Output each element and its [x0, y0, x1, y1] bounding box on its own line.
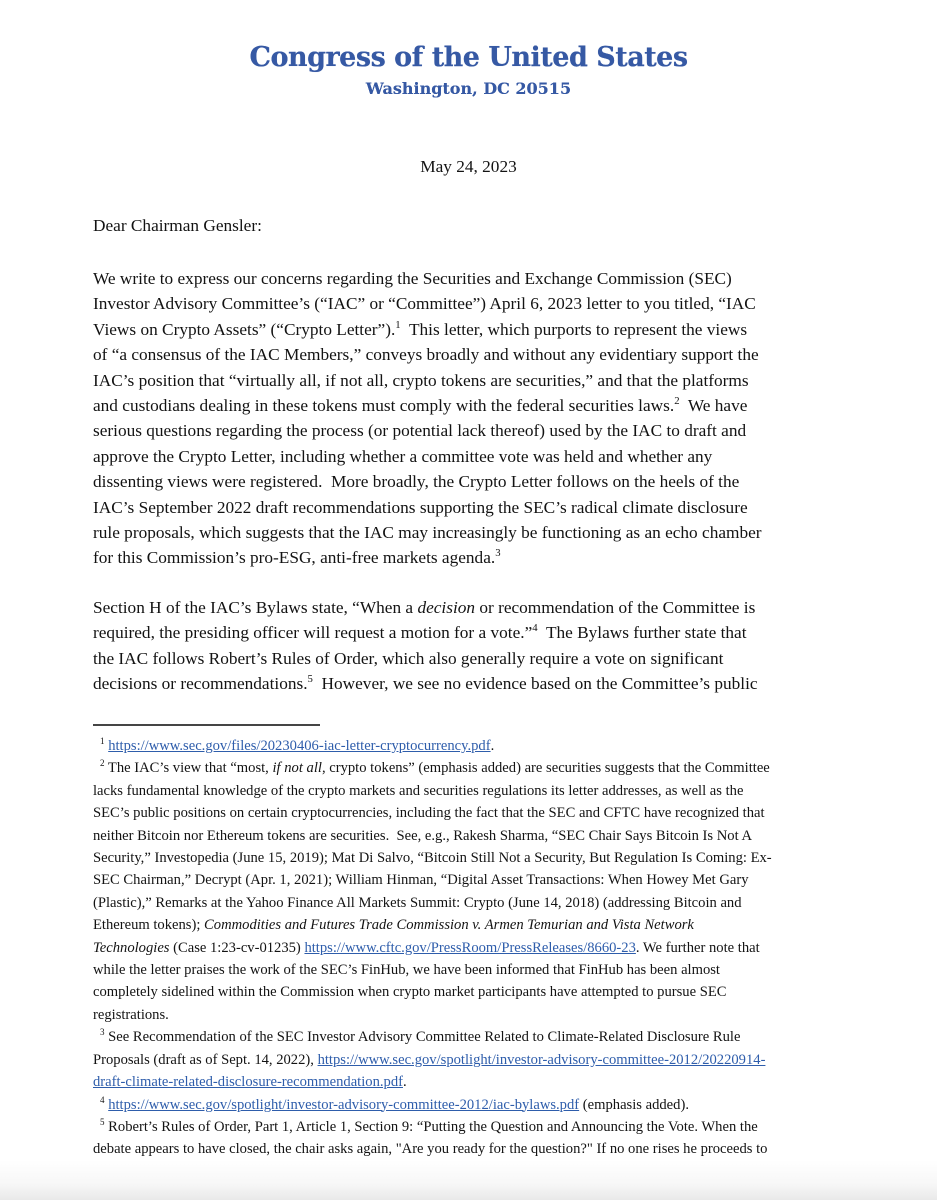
text-line: required, the presiding officer will request a motion for a vote.”$^4$ The Bylaws further state that: [93, 622, 747, 643]
date-line: May 24, 2023: [420, 157, 517, 176]
text-line: approve the Crypto Letter, including whether a committee vote was held and whether any: [93, 446, 713, 466]
footnote: [93, 1094, 855, 1116]
footnote-marker: 5: [307, 673, 313, 686]
text-line: and custodians dealing in these tokens must comply with the federal securities laws.$^2$ We have: [93, 395, 748, 416]
text-line: Views on Crypto Assets” (“Crypto Letter”).$^1$ This letter, which purports to represent the views: [93, 319, 748, 339]
text-line: IAC’s position that “virtually all, if not all, crypto tokens are securities,” and that the platforms: [93, 370, 749, 390]
footnotes-section: [93, 735, 855, 1161]
text-line: Proposals (draft as of Sept. 14, 2022), https://www.sec.gov/spotlight/investor-advisory-committee-2012/20220914-: [93, 1051, 766, 1068]
footnote-marker: 3: [100, 1027, 105, 1038]
body-paragraph: [93, 595, 853, 697]
footnote-marker: 5: [100, 1117, 105, 1128]
hyperlink[interactable]: https://www.sec.gov/spotlight/investor-advisory-committee-2012/20220914-: [317, 1051, 766, 1068]
hyperlink[interactable]: https://www.cftc.gov/PressRoom/PressReleases/8660-23: [304, 939, 636, 956]
text-line: rule proposals, which suggests that the IAC may increasingly be functioning as an echo chamber: [93, 523, 762, 543]
salutation: Dear Chairman Gensler:: [93, 216, 262, 235]
text-line: serious questions regarding the process (or potential lack thereof) used by the IAC to draft and: [93, 421, 747, 441]
text-line: $^1$ https://www.sec.gov/files/20230406-iac-letter-cryptocurrency.pdf.: [100, 736, 495, 754]
text-line: Technologies (Case 1:23-cv-01235) https://www.cftc.gov/PressRoom/PressReleases/8660-23. We further note that: [93, 939, 760, 956]
page-bottom-shade: [0, 1160, 937, 1200]
footnote-marker: 2: [100, 758, 105, 769]
text-line: Security,” Investopedia (June 15, 2019); Mat Di Salvo, “Bitcoin Still Not a Security, But Regulation Is Coming: Ex-: [93, 850, 772, 867]
text-line: decisions or recommendations.$^5$ However, we see no evidence based on the Committee’s public: [93, 673, 758, 694]
text-line: (Plastic),” Remarks at the Yahoo Finance All Markets Summit: Crypto (June 14, 2018) (addressing Bitcoin and: [93, 894, 742, 911]
text-line: IAC’s September 2022 draft recommendations supporting the SEC’s radical climate disclosure: [93, 497, 748, 517]
text-line: dissenting views were registered. More broadly, the Crypto Letter follows on the heels of the: [93, 472, 740, 492]
body-paragraph: [93, 266, 853, 571]
text-line: Section H of the IAC’s Bylaws state, “When a decision or recommendation of the Committee is: [93, 598, 756, 617]
footnote-marker: 1: [100, 736, 105, 747]
text-line: SEC’s public positions on certain cryptocurrencies, including the fact that the SEC and CFTC have recognized that: [93, 805, 765, 822]
letterhead: [0, 42, 937, 100]
footnote-marker: 4: [532, 622, 538, 635]
text-line: debate appears to have closed, the chair asks again, "Are you ready for the question?" If no one rises he proceeds to: [93, 1141, 768, 1158]
text-line: $^2$ The IAC’s view that “most, if not all, crypto tokens” (emphasis added) are securities suggests that the Committee: [100, 758, 770, 777]
text-line: $^5$ Robert’s Rules of Order, Part 1, Article 1, Section 9: “Putting the Question and Announcing the Vote. When the: [100, 1117, 758, 1135]
text-line: draft-climate-related-disclosure-recommendation.pdf.: [93, 1074, 407, 1091]
text-line: Ethereum tokens); Commodities and Futures Trade Commission v. Armen Temurian and Vista Network: [93, 917, 694, 934]
text-line: Investor Advisory Committee’s (“IAC” or “Committee”) April 6, 2023 letter to you titled, “IAC: [93, 294, 756, 314]
letterhead-title: Congress of the United States: [249, 42, 688, 73]
text-line: $^4$ https://www.sec.gov/spotlight/investor-advisory-committee-2012/iac-bylaws.pdf (emphasis added).: [100, 1094, 689, 1113]
text-line: the IAC follows Robert’s Rules of Order, which also generally require a vote on significant: [93, 648, 724, 668]
hyperlink[interactable]: draft-climate-related-disclosure-recommendation.pdf: [93, 1074, 403, 1091]
footnote: [93, 1116, 855, 1161]
text-line: completely sidelined within the Commission when crypto market participants have attempted to pursue SEC: [93, 984, 727, 1001]
footnote-marker: 4: [100, 1094, 105, 1105]
footnote-marker: 1: [395, 319, 401, 332]
hyperlink[interactable]: https://www.sec.gov/files/20230406-iac-letter-cryptocurrency.pdf: [108, 738, 491, 754]
footnote: [93, 735, 855, 757]
footnote: [93, 757, 855, 1026]
text-line: We write to express our concerns regarding the Securities and Exchange Commission (SEC): [93, 269, 732, 288]
footnote-separator-rule: [93, 724, 320, 726]
text-line: lacks fundamental knowledge of the crypto markets and securities regulations its letter addresses, as well as the: [93, 782, 744, 799]
text-line: neither Bitcoin nor Ethereum tokens are securities. See, e.g., Rakesh Sharma, “SEC Chair Says Bitcoin Is Not A: [93, 827, 753, 844]
hyperlink[interactable]: https://www.sec.gov/spotlight/investor-advisory-committee-2012/iac-bylaws.pdf: [108, 1096, 580, 1113]
text-line: $^3$ See Recommendation of the SEC Investor Advisory Committee Related to Climate-Related Disclosure Rule: [100, 1027, 741, 1046]
text-line: of “a consensus of the IAC Members,” conveys broadly and without any evidentiary support the: [93, 345, 759, 365]
text-line: for this Commission’s pro-ESG, anti-free markets agenda.$^3$: [93, 547, 501, 568]
footnote-marker: 3: [495, 547, 501, 560]
text-line: while the letter praises the work of the SEC’s FinHub, we have been informed that FinHub has been almost: [93, 962, 720, 979]
text-line: registrations.: [93, 1006, 169, 1023]
text-line: SEC Chairman,” Decrypt (Apr. 1, 2021); William Hinman, “Digital Asset Transactions: When Howey Met Gary: [93, 872, 749, 889]
letterhead-subtitle: Washington, DC 20515: [365, 79, 572, 98]
footnote-marker: 2: [674, 395, 680, 408]
footnote: [93, 1026, 855, 1093]
